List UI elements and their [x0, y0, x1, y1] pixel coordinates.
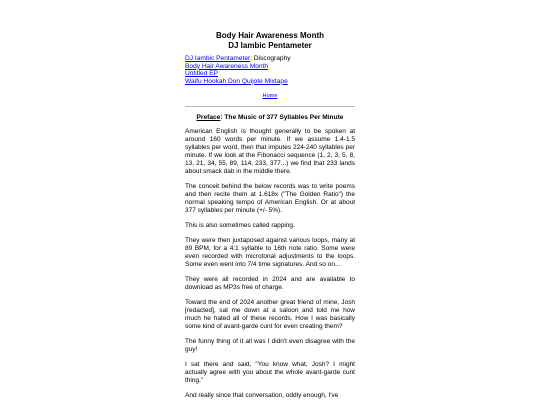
paragraph: American English is thought generally to be spoken at around 160 words per minute. If we assume 1.4-1.5 syllables per word, then that imputes 224-240 syllables per minute. If we look at the Fibonacci sequence (1, 2, 3, 5, 8, 13, 21, 34, 55, 89, 114, 233, 377...) we find that 233 lands about smack dab in the middle there.	[185, 128, 355, 175]
page-title	[185, 31, 355, 51]
preface-label: Preface	[196, 114, 221, 121]
paragraph: This is also sometimes called rapping.	[185, 222, 295, 229]
discography-link-body-hair[interactable]: Body Hair Awareness Month	[185, 62, 269, 70]
paragraph: They were then juxtaposed against various loops, many at 89 BPM, for a 4:1 syllable to 16th note ratio. Some were even recorded with microtonal adjustments to the loops. Some even went into 7/4 time signatures. And so on...	[185, 237, 355, 268]
paragraph: The funny thing of it all was I didn't even disagree with the guy!	[185, 338, 355, 353]
discography-link-waifu-mixtape[interactable]: Waifu Hookah Don Quijote Mixtape	[185, 77, 288, 85]
divider	[185, 106, 355, 107]
paragraph: And really since that conversation, oddly enough, I've	[185, 392, 339, 399]
discography-label: : Discography	[250, 55, 291, 62]
title-line-1: Body Hair Awareness Month	[215, 31, 325, 40]
title-line-2: DJ Iambic Pentameter	[228, 41, 312, 50]
artist-link[interactable]: DJ Iambic Pentameter	[185, 55, 251, 62]
preface-heading	[185, 114, 355, 122]
paragraph: They were all recorded in 2024 and are available to download as MP3s free of charge.	[185, 276, 355, 291]
discography-heading	[185, 55, 355, 63]
preface-title: : The Music of 377 Syllables Per Minute	[220, 114, 344, 121]
preface-body	[185, 128, 355, 407]
discography-link-untitled-ep[interactable]: Untitled EP	[185, 70, 218, 78]
paragraph: I sat there and said, "You know what, Josh? I might actually agree with you about the whole avant-garde cunt thing."	[185, 361, 355, 384]
discography-list	[185, 55, 355, 85]
home-link[interactable]: Home	[262, 93, 278, 99]
home-nav	[185, 93, 355, 100]
paragraph: The conceit behind the below records was to write poems and then recite them at 1.618x ("The Golden Ratio") the normal speaking tempo of American English. Or at about 377 syllables per minute (+/- 5%).	[185, 183, 355, 214]
paragraph: Toward the end of 2024 another great friend of mine, Josh [redacted], sat me down at a saloon and told me how much he hated all of these records. How I was basically some kind of avant-garde cunt for even creating them?	[185, 299, 355, 330]
